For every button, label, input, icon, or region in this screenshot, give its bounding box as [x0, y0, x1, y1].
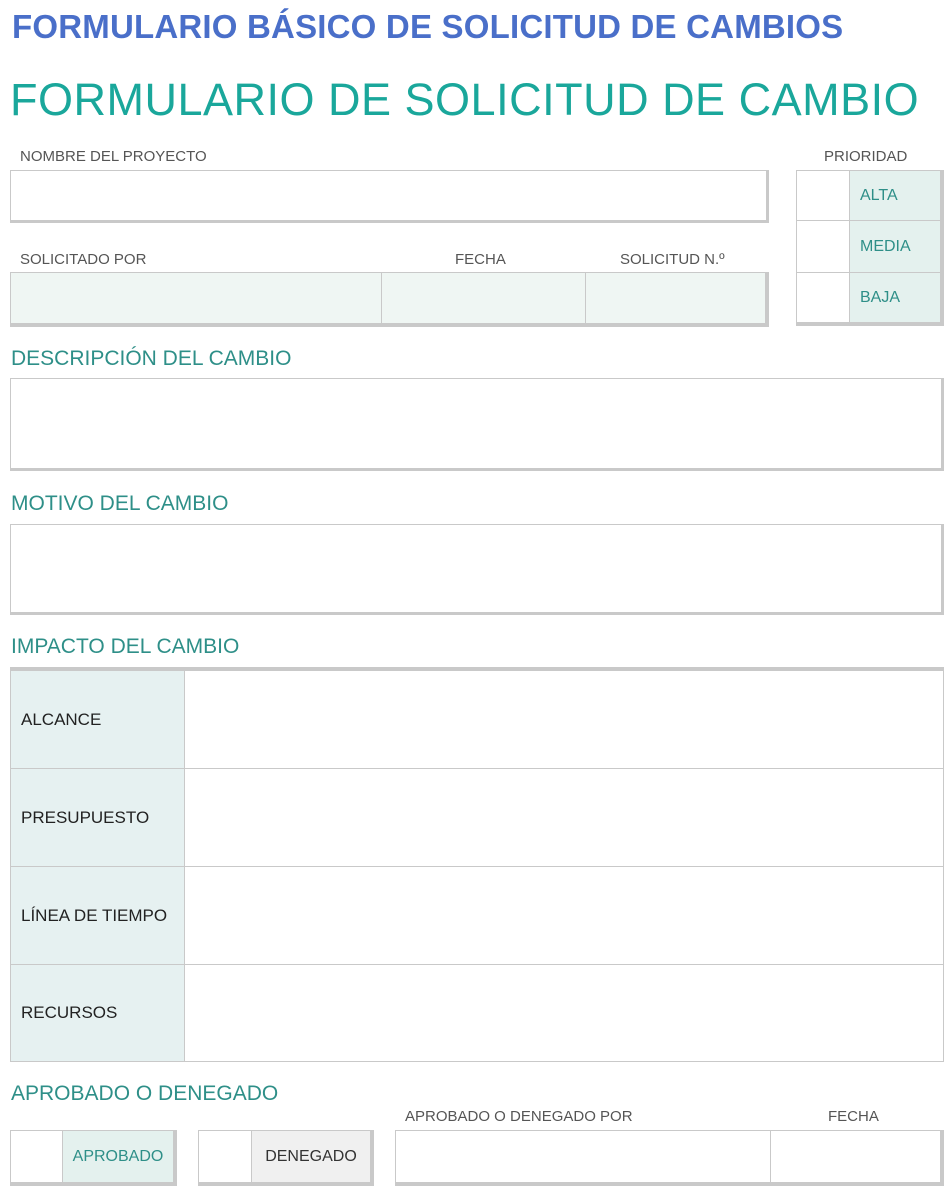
priority-high-checkbox[interactable] [796, 170, 850, 221]
impact-budget-label: PRESUPUESTO [10, 768, 185, 867]
decided-by-field[interactable] [395, 1130, 771, 1183]
impact-timeline-label: LÍNEA DE TIEMPO [10, 866, 185, 965]
reason-label: MOTIVO DEL CAMBIO [11, 492, 229, 515]
priority-low-label: BAJA [849, 272, 941, 323]
main-title: FORMULARIO BÁSICO DE SOLICITUD DE CAMBIOS [12, 8, 844, 45]
decision-row [395, 1130, 944, 1186]
requested-by-label: SOLICITADO POR [20, 251, 147, 268]
request-date-field[interactable] [381, 272, 586, 324]
description-field[interactable] [10, 378, 944, 471]
priority-group [796, 170, 944, 326]
requested-by-field[interactable] [10, 272, 382, 324]
decided-by-label: APROBADO O DENEGADO POR [405, 1108, 633, 1125]
approved-option [10, 1130, 177, 1186]
priority-medium-checkbox[interactable] [796, 220, 850, 273]
project-name-label: NOMBRE DEL PROYECTO [20, 148, 207, 165]
impact-scope-label: ALCANCE [10, 670, 185, 769]
impact-resources-field[interactable] [184, 964, 944, 1062]
impact-budget-field[interactable] [184, 768, 944, 867]
priority-high-label: ALTA [849, 170, 941, 221]
approved-checkbox[interactable] [10, 1130, 63, 1183]
denied-option [198, 1130, 374, 1186]
priority-medium-label: MEDIA [849, 220, 941, 273]
decision-date-label: FECHA [828, 1108, 879, 1125]
denied-checkbox[interactable] [198, 1130, 252, 1183]
request-number-field[interactable] [585, 272, 766, 324]
impact-table [10, 667, 944, 1062]
impact-timeline-field[interactable] [184, 866, 944, 965]
priority-low-checkbox[interactable] [796, 272, 850, 323]
request-row [10, 272, 769, 327]
sub-title: FORMULARIO DE SOLICITUD DE CAMBIO [10, 74, 920, 125]
description-label: DESCRIPCIÓN DEL CAMBIO [11, 347, 292, 370]
denied-label: DENEGADO [251, 1130, 371, 1183]
decision-date-field[interactable] [770, 1130, 941, 1183]
reason-field[interactable] [10, 524, 944, 615]
decision-label: APROBADO O DENEGADO [11, 1082, 279, 1105]
impact-label: IMPACTO DEL CAMBIO [11, 635, 240, 658]
request-number-label: SOLICITUD N.º [620, 251, 725, 268]
impact-scope-field[interactable] [184, 670, 944, 769]
impact-resources-label: RECURSOS [10, 964, 185, 1062]
project-name-field[interactable] [10, 170, 769, 223]
request-date-label: FECHA [455, 251, 506, 268]
approved-label: APROBADO [62, 1130, 174, 1183]
priority-label: PRIORIDAD [824, 148, 908, 165]
